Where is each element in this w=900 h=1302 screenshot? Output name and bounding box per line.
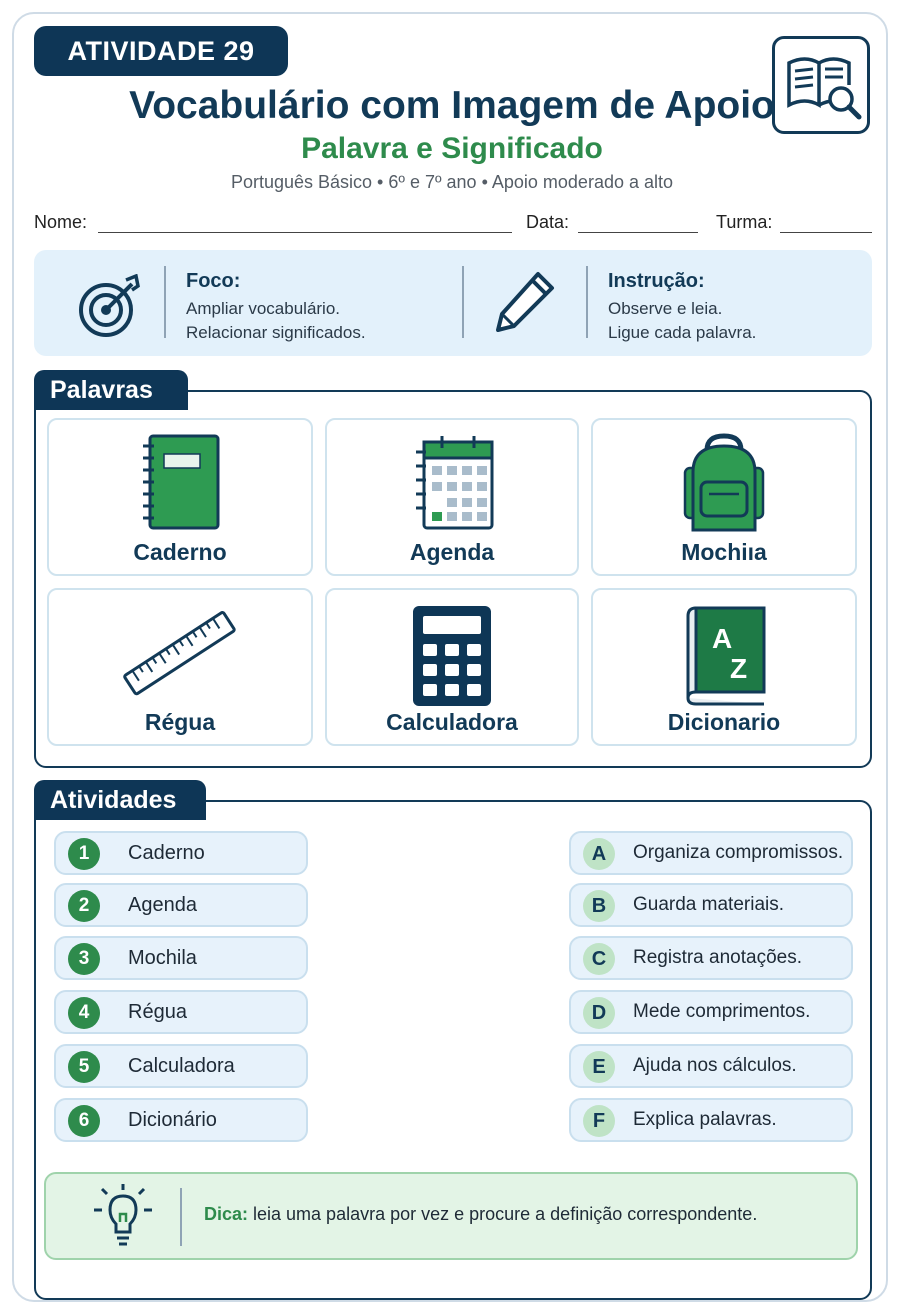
date-field[interactable] (578, 232, 698, 233)
activity-badge: ATIVIDADE 29 (34, 26, 288, 76)
definition-item-b[interactable] (569, 883, 853, 927)
definition-item-a[interactable] (569, 831, 853, 875)
word-label: Calculadora (386, 709, 518, 735)
notebook-icon (130, 432, 230, 536)
definition-text: Organiza compromissos. (633, 842, 844, 863)
word-item-5[interactable] (54, 1044, 308, 1088)
class-field[interactable] (780, 232, 872, 233)
definition-text: Mede comprimentos. (633, 1001, 811, 1022)
word-label: Caderno (133, 539, 227, 565)
word-text: Caderno (128, 841, 205, 864)
definition-text: Guarda materiais. (633, 894, 785, 915)
words-section-title: Palavras (34, 370, 188, 410)
calculator-icon (407, 602, 497, 710)
word-item-2[interactable] (54, 883, 308, 927)
focus-line-1: Ampliar vocabulário. (186, 299, 341, 318)
worksheet (12, 12, 888, 1302)
word-card-agenda[interactable] (325, 418, 579, 576)
info-panel (34, 250, 872, 356)
tip-text (204, 1204, 757, 1225)
instruction-line-1: Observe e leia. (608, 299, 723, 318)
focus-line-2: Relacionar significados. (186, 323, 366, 342)
number-badge: 6 (68, 1105, 100, 1137)
word-card-regua[interactable] (47, 588, 313, 746)
divider (164, 266, 166, 338)
calendar-icon (402, 432, 502, 536)
word-label: Agenda (409, 539, 495, 565)
letter-badge: E (583, 1051, 615, 1083)
word-text: Dicionário (128, 1108, 217, 1131)
letter-badge: D (583, 997, 615, 1029)
target-icon (76, 274, 142, 345)
svg-text:A: A (712, 623, 733, 654)
tip-box (44, 1172, 858, 1260)
focus-title: Foco: (186, 270, 241, 292)
word-item-3[interactable] (54, 936, 308, 980)
divider (462, 266, 464, 338)
number-badge: 2 (68, 890, 100, 922)
number-badge: 3 (68, 943, 100, 975)
name-field[interactable] (98, 232, 512, 233)
word-label: Mochiıa (681, 539, 767, 565)
page-title: Vocabulário com Imagem de Apoio (129, 84, 775, 127)
number-badge: 4 (68, 997, 100, 1029)
letter-badge: C (583, 943, 615, 975)
word-label: Régua (144, 709, 216, 735)
instruction-title: Instrução: (608, 270, 705, 292)
definition-text: Ajuda nos cálculos. (633, 1055, 797, 1076)
name-label: Nome: (34, 212, 88, 232)
activities-section-title: Atividades (34, 780, 206, 820)
svg-text:Z: Z (730, 653, 748, 684)
divider (586, 266, 588, 338)
definition-text: Registra anotações. (633, 947, 802, 968)
dictionary-icon (674, 602, 774, 710)
definition-item-f[interactable] (569, 1098, 853, 1142)
number-badge: 5 (68, 1051, 100, 1083)
word-card-dicionario[interactable] (591, 588, 857, 746)
letter-badge: F (583, 1105, 615, 1137)
word-card-calculadora[interactable] (325, 588, 579, 746)
grade-info: Português Básico • 6º e 7º ano • Apoio moderado a alto (230, 172, 674, 192)
divider (180, 1188, 182, 1246)
date-label: Data: (526, 212, 570, 232)
word-text: Mochila (128, 946, 197, 969)
word-item-4[interactable] (54, 990, 308, 1034)
word-card-mochila[interactable] (591, 418, 857, 576)
instruction-line-2: Ligue cada palavra. (608, 323, 757, 342)
ruler-icon (115, 602, 245, 706)
pencil-icon (490, 266, 560, 341)
lightbulb-icon (90, 1182, 156, 1255)
backpack-icon (669, 432, 779, 540)
word-text: Régua (128, 1000, 187, 1023)
class-label: Turma: (716, 212, 773, 232)
word-item-1[interactable] (54, 831, 308, 875)
word-label: Dicionario (667, 709, 781, 735)
word-text: Calculadora (128, 1054, 235, 1077)
letter-badge: A (583, 838, 615, 870)
tip-label: Dica: (204, 1204, 249, 1224)
tip-body: leia uma palavra por vez e procure a definição correspondente. (248, 1204, 758, 1224)
word-text: Agenda (128, 893, 197, 916)
letter-badge: B (583, 890, 615, 922)
definition-item-c[interactable] (569, 936, 853, 980)
page-subtitle: Palavra e Significado (301, 132, 603, 165)
word-card-caderno[interactable] (47, 418, 313, 576)
number-badge: 1 (68, 838, 100, 870)
definition-item-d[interactable] (569, 990, 853, 1034)
word-item-6[interactable] (54, 1098, 308, 1142)
definition-item-e[interactable] (569, 1044, 853, 1088)
definition-text: Explica palavras. (633, 1109, 777, 1130)
